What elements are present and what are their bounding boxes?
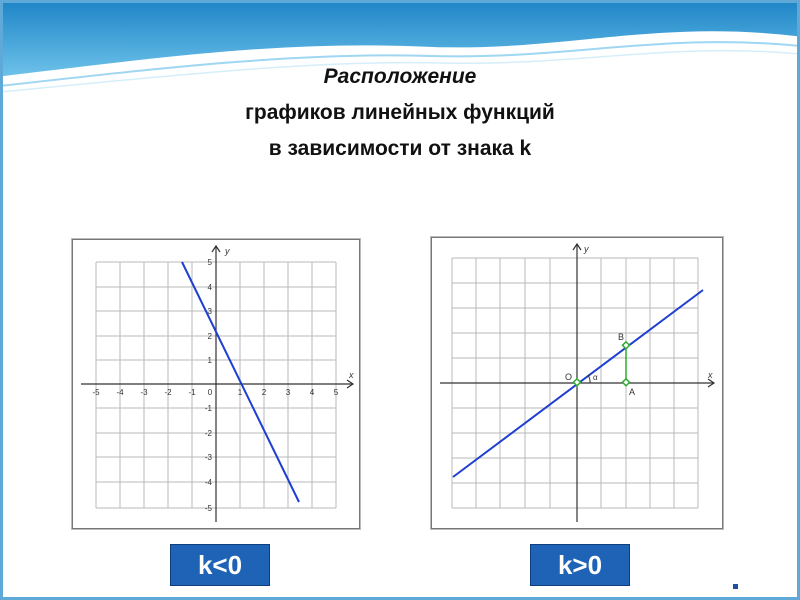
- y-tick-label: 4: [207, 283, 212, 292]
- y-tick-label: -5: [204, 504, 212, 513]
- caption-positive-k: k>0: [530, 544, 630, 586]
- graph-panel-negative-k: [72, 239, 360, 529]
- y-tick-label: 1: [207, 356, 212, 365]
- y-axis-label: y: [225, 246, 230, 256]
- y-tick-label: -4: [204, 478, 212, 487]
- point-a: [622, 379, 629, 386]
- x-tick-label: 1: [237, 388, 243, 397]
- x-tick-label: 0: [207, 388, 213, 397]
- graph-negative-k: [73, 240, 359, 528]
- corner-dot-decoration: [733, 584, 738, 589]
- x-axis-label: x: [349, 370, 354, 380]
- x-tick-label: 4: [309, 388, 315, 397]
- point-b: [622, 342, 629, 349]
- y-tick-labels: [205, 258, 213, 513]
- x-tick-label: -4: [116, 388, 124, 397]
- y-tick-label: 5: [207, 258, 212, 267]
- graph-panel-positive-k: [431, 237, 723, 529]
- y-axis-label: y: [584, 244, 589, 254]
- x-tick-label: -2: [164, 388, 172, 397]
- graph-positive-k: [432, 238, 722, 528]
- y-tick-label: -1: [204, 404, 212, 413]
- x-tick-label: 3: [285, 388, 291, 397]
- point-o-label: O: [565, 372, 573, 382]
- x-tick-label: -1: [188, 388, 196, 397]
- title-line-1: Расположение: [323, 65, 477, 88]
- x-tick-label: -5: [92, 388, 100, 397]
- x-axis-label: x: [708, 370, 713, 380]
- y-tick-label: 2: [207, 332, 212, 341]
- angle-alpha-label: α: [593, 373, 598, 382]
- point-b-label: B: [618, 332, 625, 342]
- x-tick-label: 2: [261, 388, 267, 397]
- x-tick-label: -3: [140, 388, 148, 397]
- y-tick-label: -3: [204, 453, 212, 462]
- caption-negative-k: k<0: [170, 544, 270, 586]
- x-tick-label: 5: [333, 388, 339, 397]
- angle-alpha-arc: [588, 375, 590, 383]
- title-line-2: графиков линейных функций: [245, 101, 555, 124]
- point-o: [573, 379, 580, 386]
- title-line-3: в зависимости от знака k: [268, 137, 532, 160]
- y-tick-label: 3: [207, 307, 212, 316]
- y-tick-label: -2: [204, 429, 212, 438]
- point-a-label: A: [629, 387, 636, 397]
